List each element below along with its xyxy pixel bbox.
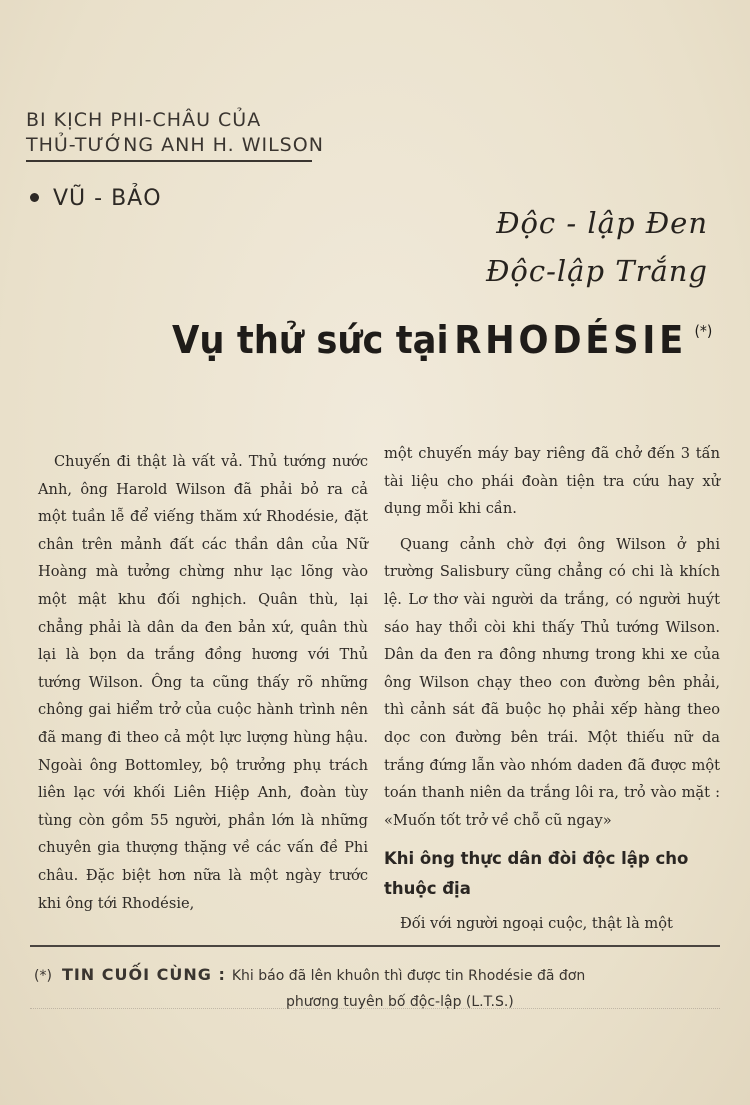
headline-text: Vụ thử sức tại [172,318,449,362]
footnote-rule [30,945,720,947]
subtitle-line-2: Độc-lập Trắng [486,254,708,288]
author-byline [30,186,162,211]
article-paragraph: một chuyến máy bay riêng đã chở đến 3 tấn tài liệu cho phái đoàn tiện tra cứu hay xử dụng mỗi khi cần. [384,445,720,518]
kicker [26,108,324,158]
article-paragraph: Đối với người ngoại cuộc, thật là một [400,915,673,933]
footnote-text-1: Khi báo đã lên khuôn thì được tin Rhodésie đã đơn [231,968,586,984]
subtitle-line-1: Độc - lập Đen [496,206,708,240]
kicker-line-1: BI KỊCH PHI-CHÂU CỦA [26,109,262,131]
kicker-rule [26,160,312,162]
kicker-line-2: THỦ-TƯỚNG ANH H. WILSON [26,134,324,156]
section-heading: Khi ông thực dân đòi độc lập cho thuộc địa [384,849,689,899]
article-column-left [38,448,368,917]
headline [172,318,712,362]
article-column-right [384,440,720,938]
print-specks [30,1008,720,1031]
headline-footnote-mark: (*) [694,322,713,340]
bullet-icon [30,193,39,202]
author-name: VŨ - BẢO [53,186,162,211]
footnote-label: TIN CUỐI CÙNG : [61,965,226,984]
footnote-mark: (*) [34,968,52,984]
article-paragraph: Quang cảnh chờ đợi ông Wilson ở phi trường Salisbury cũng chẳng có chi là khích lệ. Lơ thơ vài người da trắng, có người huýt sáo hay thổi còi khi thấy Thủ tướng Wilson. Dân da đen ra đông nhưng trong khi xe của ông Wilson chạy theo con đường bên phải, thì cảnh sát đã buộc họ phải xếp hàng theo dọc con đường bên trái. Một thiếu nữ da trắng đứng lẫn vào nhóm daden đã được một toán thanh niên da trắng lôi ra, trỏ vào mặt : «Muốn tốt trở về chỗ cũ ngay» [384,535,720,829]
article-paragraph: Chuyến đi thật là vất vả. Thủ tướng nước Anh, ông Harold Wilson đã phải bỏ ra cả một tuần lễ để viếng thăm xứ Rhodésie, đặt chân trên mảnh đất các thần dân của Nữ Hoàng mà tưởng chừng như lạc lõng vào một mật khu đối nghịch. Quân thù, lại chẳng phải là dân da đen bản xứ, quân thù lại là bọn da trắng đồng hương với Thủ tướng Wilson. Ông ta cũng thấy rõ những chông gai hiểm trở của cuộc hành trình nên đã mang đi theo cả một lực lượng hùng hậu. Ngoài ông Bottomley, bộ trưởng phụ trách liên lạc với khối Liên Hiệp Anh, đoàn tùy tùng còn gồm 55 người, phần lớn là những chuyên gia thượng thặng về các vấn đề Phi châu. Đặc biệt hơn nữa là một ngày trước khi ông tới Rhodésie, [38,453,368,912]
headline-place: RHODÉSIE [454,318,688,362]
footnote-text-2: phương tuyên bố độc-lập (L.T.S.) [286,994,514,1010]
